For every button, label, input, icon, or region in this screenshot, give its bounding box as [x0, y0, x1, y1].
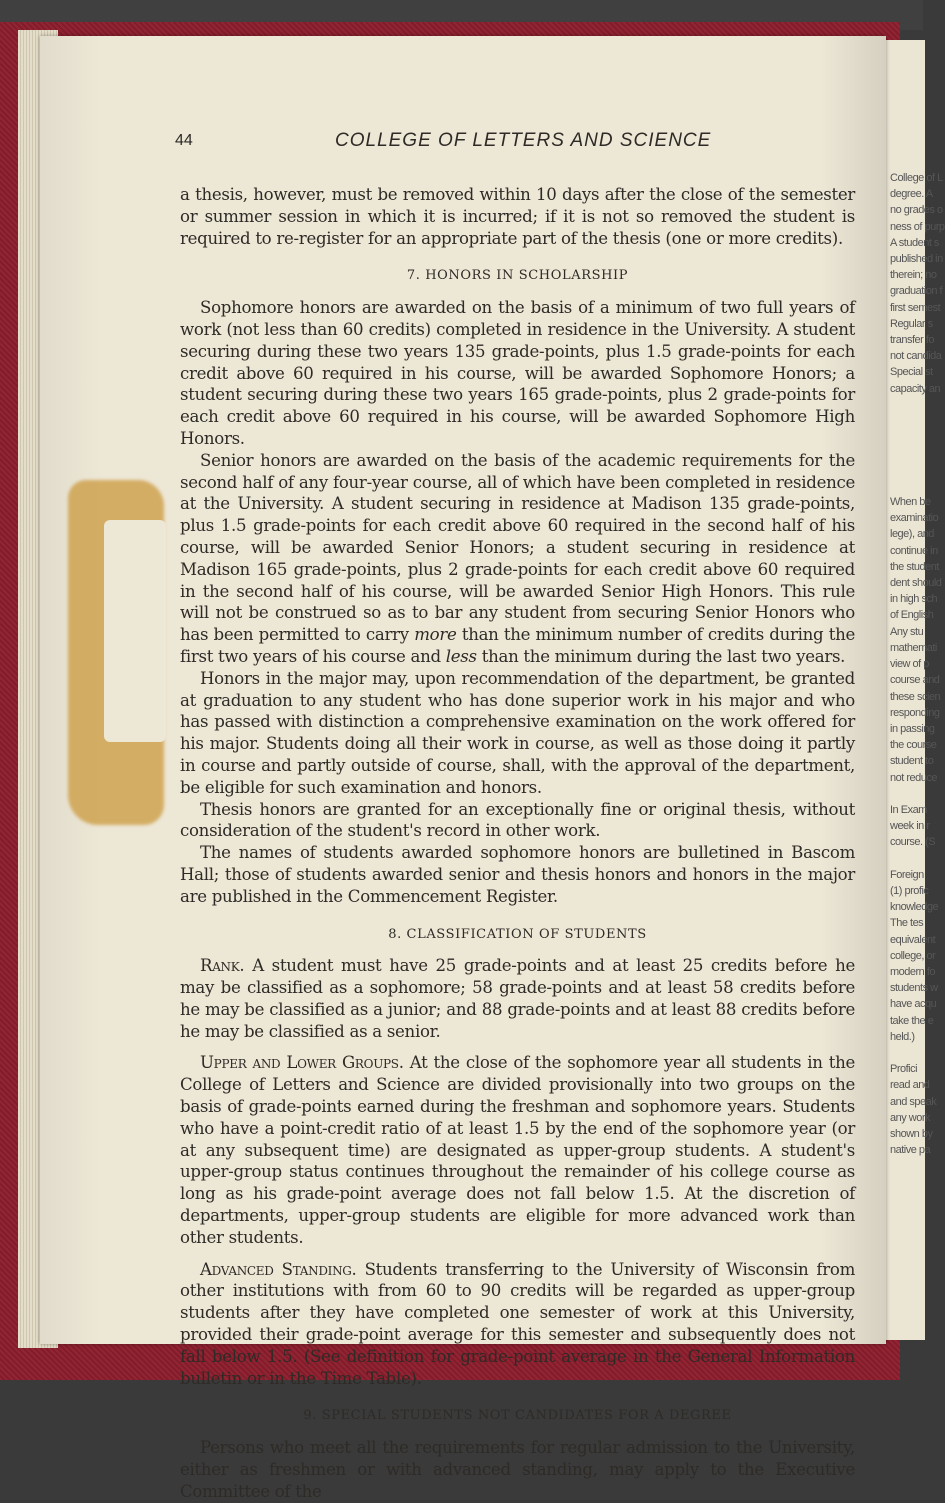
facing-page-line: dent should [890, 577, 942, 590]
section-9-title: 9. SPECIAL STUDENTS NOT CANDIDATES FOR A DEGREE [303, 1408, 732, 1424]
section-7-paragraph-5: The names of students awarded sophomore honors are bulletined in Bascom Hall; those of students awarded senior and thesis honors and honors in the major are published in the Commencement Register. [180, 843, 855, 906]
paragraph-text: At the close of the sophomore year all students in the College of Letters and Science are divided provisionally into two groups on the basis of grade-points earned during the freshman and sophomore years. Students who have a point-credit ratio of at least 1.5 by the end of the sophomore year (or at any subsequent time) are designated as upper-group students. A student's upper-group status continues throughout the remainder of his college course as long as his grade-point average does not fall below 1.5. At the discretion of departments, upper-group students are eligible for more advanced work than other students. [180, 1053, 855, 1247]
facing-page-line: lege), and [890, 528, 934, 541]
facing-page-line: and speak [890, 1095, 937, 1108]
emphasis-less: less [445, 646, 477, 666]
facing-page-line: take the e [890, 1014, 934, 1027]
facing-page-line: have acqu [890, 998, 937, 1011]
facing-page-line: shown by [890, 1127, 933, 1140]
page-number: 44 [175, 132, 193, 149]
intro-paragraph: a thesis, however, must be removed within 10 days after the close of the semester or summer session in which it is incurred; if it is not so removed the student is required to re-register for an appropriate part of the thesis (one or more credits). [180, 185, 855, 248]
advanced-standing-label: Advanced Standing. [200, 1259, 357, 1279]
facing-page-line: mathemati [890, 641, 937, 654]
paragraph-text: A student must have 25 grade-points and at least 25 credits before he may be classified as a sophomore; 58 grade-points and at least 58 credits before he may be classified as a junior; and 88 grade-points and at least 88 credits before he may be classified as a senior. [180, 956, 855, 1041]
facing-page-line: the course [890, 739, 937, 752]
facing-page-line: (1) profic [890, 884, 929, 897]
facing-page-line: first semest [890, 301, 941, 314]
facing-page-line: in high sch [890, 593, 938, 606]
facing-page-line: Profici [890, 1063, 918, 1076]
paragraph-text: than the minimum during the last two years. [476, 646, 846, 666]
facing-page-line: therein; no [890, 269, 937, 282]
facing-page-line: college, or [890, 949, 936, 962]
facing-page-line: these scien [890, 690, 941, 703]
facing-page-line: students w [890, 982, 938, 995]
facing-page-line: College of L [890, 172, 943, 184]
rank-label: Rank. [200, 956, 245, 976]
facing-page-line: The tes [890, 917, 924, 930]
facing-page-line: ness of purp [890, 220, 945, 233]
facing-page-line: Any stu [890, 625, 924, 638]
facing-page-line: published in [890, 253, 943, 266]
section-7-title: 7. HONORS IN SCHOLARSHIP [406, 268, 629, 284]
paragraph-text: Students transferring to the University of Wisconsin from other institutions with from 60 to 90 credits will be regarded as upper-group students after they have completed one semester of work at this University, provided their grade-point average for this semester and subsequently does not fall below 1.5. (See definition for grade-point average in the General Information bulletin or in the Time Table). [180, 1259, 856, 1388]
facing-page-line: graduation f [890, 285, 943, 298]
facing-page-line: capacity an [890, 382, 941, 395]
groups-label: Upper and Lower Groups. [200, 1053, 404, 1073]
stain-mark-inner [104, 520, 166, 742]
facing-page-line: modern fo [890, 965, 936, 978]
facing-page-line: continue in [890, 544, 938, 557]
section-8-title: 8. CLASSIFICATION OF STUDENTS [388, 926, 647, 942]
facing-page-line: read and [890, 1079, 930, 1092]
facing-page-line: not reduce [890, 771, 937, 784]
page-body [180, 184, 855, 1503]
emphasis-more: more [414, 625, 457, 645]
section-7-paragraph-3: Honors in the major may, upon recommendation of the department, be granted at graduation to any student who has done superior work in his major and who has passed with distinction a comprehensive examination on the work offered for his major. Students doing all their work in course, as well as those doing it partly in course and partly outside of course, shall, with the approval of the department, be eligible for such examination and honors. [180, 668, 855, 797]
facing-page-line: student to [890, 755, 934, 768]
facing-page-line: the student [890, 560, 939, 573]
section-7-paragraph-1: Sophomore honors are awarded on the basis of a minimum of two full years of work (not less than 60 credits) completed in residence in the University. A student securing during these two years 135 grade-points, plus 1.5 grade-points for each credit above 60 required in his course, will be awarded Sophomore Honors; a student securing during these two years 165 grade-points, plus 2 grade-points for each credit above 60 required in his course, will be awarded Sophomore High Honors. [180, 298, 855, 448]
section-7-paragraph-4: Thesis honors are granted for an exceptionally fine or original thesis, without consideration of the student's record in other work. [180, 799, 855, 841]
facing-page-line: equivalent [890, 933, 936, 946]
facing-page-line: A student s [890, 236, 939, 249]
paragraph-text: than the minimum number of credits during the first two years of his course and [180, 625, 855, 666]
section-9-paragraph-1: Persons who meet all the requirements for regular admission to the University, either as freshmen or with advanced standing, may apply to the Executive Committee of the [180, 1438, 855, 1501]
facing-page-line: In Exam [890, 803, 927, 816]
rank-paragraph [180, 955, 855, 1042]
facing-page-line: examinatio [890, 512, 939, 525]
facing-page-line: week in r [890, 820, 930, 833]
groups-paragraph [180, 1052, 855, 1248]
paragraph-text: Senior honors are awarded on the basis of the academic requirements for the second half of any four-year course, all of which have been completed in residence at the University. A student securing in residence at Madison 135 grade-points, plus 1.5 grade-points for each credit above 60 required in the second half of his course, will be awarded Senior Honors; a student securing in residence at Madison 165 grade-points, plus 2 grade-points for each credit above 60 required in the second half of his course, will be awarded Senior High Honors. This rule will not be construed so as to bar any student from securing Senior Honors who has been permitted to carry [180, 450, 855, 645]
facing-page-line: native pa [890, 1144, 931, 1157]
page-header [175, 128, 865, 158]
facing-page-line: responding [890, 706, 940, 719]
facing-page-line: of English [890, 609, 934, 622]
facing-page-line: degree. A [890, 188, 933, 201]
facing-page-line: Special st [890, 366, 933, 379]
facing-page-line: Regular s [890, 317, 933, 330]
advanced-standing-paragraph [180, 1259, 855, 1390]
facing-page-line: no grades o [890, 204, 943, 217]
facing-page-line: held.) [890, 1030, 915, 1043]
facing-page-line: view of p [890, 658, 929, 671]
section-7-paragraph-2 [180, 450, 855, 668]
facing-page-line: When be [890, 496, 931, 509]
facing-page-line: transfer fo [890, 334, 935, 347]
facing-page-line: not candida [890, 350, 942, 363]
running-title: COLLEGE OF LETTERS AND SCIENCE [335, 130, 712, 151]
facing-page-line: any work [890, 1111, 931, 1124]
facing-page-line: course and [890, 674, 940, 687]
facing-page-line: knowledge [890, 901, 939, 914]
facing-page-line: in passing [890, 722, 935, 735]
facing-page-line: course. (S [890, 836, 936, 849]
facing-page-line: Foreign [890, 868, 924, 881]
